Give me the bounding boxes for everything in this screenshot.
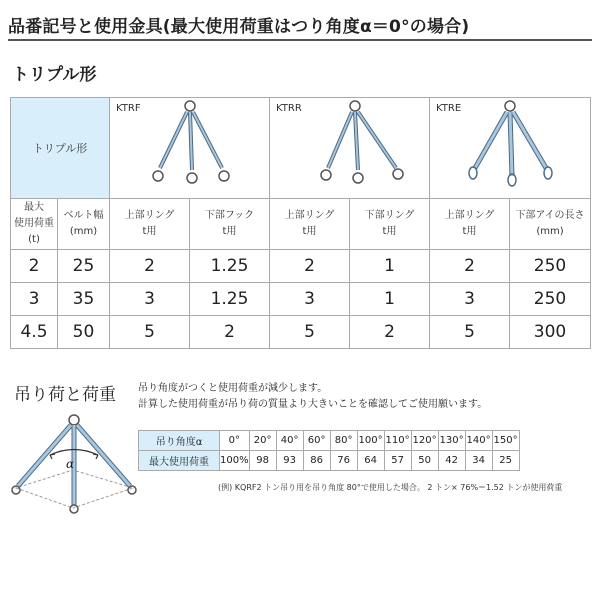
- cell: 300: [510, 316, 591, 349]
- col-header-upper-ring: 上部リング t用: [110, 199, 190, 250]
- angle-load-table: [138, 430, 520, 471]
- cell: 76: [330, 451, 357, 471]
- cell: 50: [58, 316, 110, 349]
- col-header-lower-ring: 下部リング t用: [350, 199, 430, 250]
- sling-hook-icon: [110, 98, 270, 198]
- title-divider: [8, 39, 592, 41]
- alpha-label: α: [66, 457, 75, 471]
- note-line: 計算した使用荷重が吊り荷の質量より大きいことを確認してご使用願います。: [138, 398, 488, 410]
- cell: 3: [270, 283, 350, 316]
- cell: 2: [11, 250, 58, 283]
- cell: 5: [110, 316, 190, 349]
- cell: 100°: [357, 431, 384, 451]
- model-cell-ktrr: [270, 98, 430, 199]
- col-header-belt-width: ベルト幅 (mm): [58, 199, 110, 250]
- table-row: [11, 283, 591, 316]
- cell: 34: [465, 451, 492, 471]
- col-header-eye-length: 下部アイの長さ (mm): [510, 199, 591, 250]
- cell: 20°: [249, 431, 276, 451]
- model-label: KTRF: [116, 103, 141, 114]
- cell: 2: [270, 250, 350, 283]
- cell: 50: [411, 451, 438, 471]
- load-notes: [138, 381, 487, 412]
- model-label: KTRE: [436, 103, 462, 114]
- table-row: [11, 250, 591, 283]
- note-line: 吊り角度がつくと使用荷重が減少します。: [138, 383, 328, 394]
- cell: 57: [384, 451, 411, 471]
- cell: 0°: [220, 431, 250, 451]
- cell: 86: [303, 451, 330, 471]
- cell: 80°: [330, 431, 357, 451]
- sling-angle-diagram: [8, 408, 138, 518]
- cell: 130°: [438, 431, 465, 451]
- cell: 4.5: [11, 316, 58, 349]
- col-header-upper-ring: 上部リング t用: [430, 199, 510, 250]
- cell: 93: [276, 451, 303, 471]
- col-header-lower-hook: 下部フック t用: [190, 199, 270, 250]
- load-row: [139, 451, 520, 471]
- spec-corner-label: トリプル形: [11, 98, 110, 199]
- spec-table: [10, 97, 591, 349]
- cell: 1.25: [190, 283, 270, 316]
- cell: 42: [438, 451, 465, 471]
- angle-row-label: 吊り角度α: [139, 431, 220, 451]
- cell: 64: [357, 451, 384, 471]
- angle-row: [139, 431, 520, 451]
- cell: 1.25: [190, 250, 270, 283]
- cell: 2: [350, 316, 430, 349]
- col-header-upper-ring: 上部リング t用: [270, 199, 350, 250]
- cell: 2: [190, 316, 270, 349]
- model-cell-ktrf: [110, 98, 270, 199]
- section-title-triple: トリプル形: [12, 65, 97, 85]
- cell: 250: [510, 283, 591, 316]
- cell: 40°: [276, 431, 303, 451]
- col-header-max-load: 最大 使用荷重 (t): [11, 199, 58, 250]
- sling-eye-icon: [430, 98, 591, 198]
- model-cell-ktre: [430, 98, 591, 199]
- cell: 25: [492, 451, 519, 471]
- cell: 1: [350, 283, 430, 316]
- cell: 3: [430, 283, 510, 316]
- cell: 120°: [411, 431, 438, 451]
- page-title: 品番記号と使用金具(最大使用荷重はつり角度α＝0°の場合): [8, 17, 470, 37]
- cell: 100%: [220, 451, 250, 471]
- cell: 140°: [465, 431, 492, 451]
- table-row: [11, 316, 591, 349]
- cell: 3: [11, 283, 58, 316]
- cell: 60°: [303, 431, 330, 451]
- cell: 5: [270, 316, 350, 349]
- cell: 110°: [384, 431, 411, 451]
- sling-ring-icon: [270, 98, 430, 198]
- cell: 2: [110, 250, 190, 283]
- cell: 35: [58, 283, 110, 316]
- cell: 250: [510, 250, 591, 283]
- cell: 2: [430, 250, 510, 283]
- cell: 3: [110, 283, 190, 316]
- model-label: KTRR: [276, 103, 302, 114]
- cell: 25: [58, 250, 110, 283]
- cell: 98: [249, 451, 276, 471]
- cell: 1: [350, 250, 430, 283]
- cell: 5: [430, 316, 510, 349]
- cell: 150°: [492, 431, 519, 451]
- load-row-label: 最大使用荷重: [139, 451, 220, 471]
- spec-header-row: [11, 199, 591, 250]
- section-title-load: 吊り荷と荷重: [14, 385, 116, 405]
- example-note: (例) KQRF2 トン吊り用を吊り角度 80°で使用した場合。 2 トン× 76%＝1.52 トンが使用荷重: [218, 483, 563, 492]
